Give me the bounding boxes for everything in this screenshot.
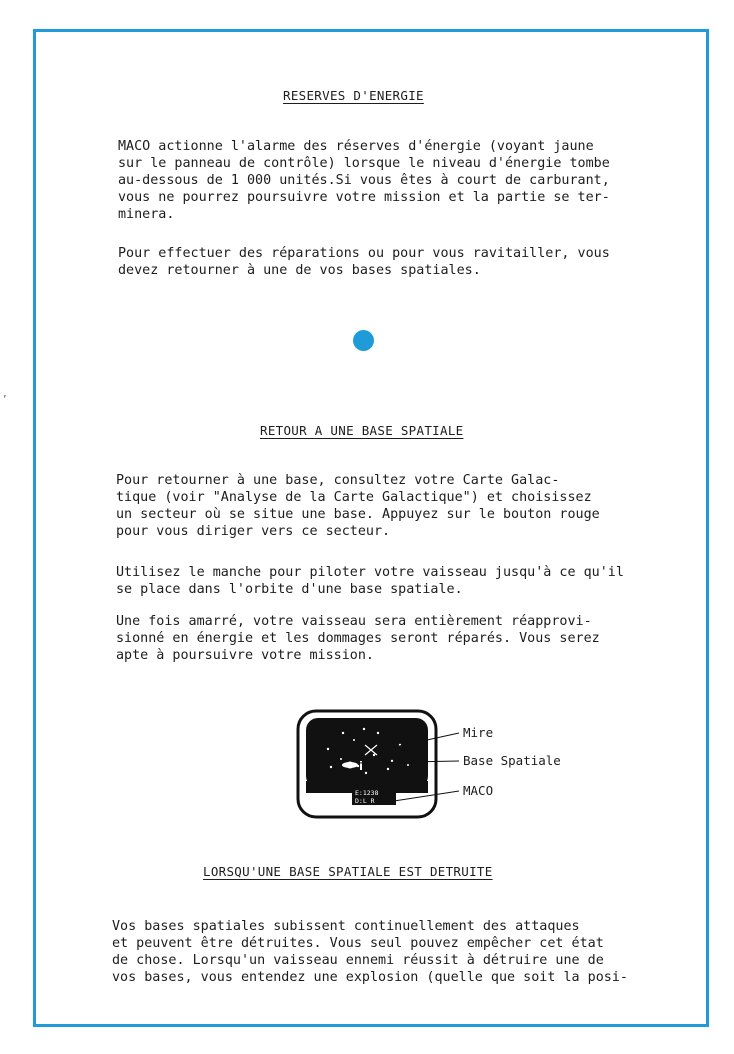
label-base-spatiale: Base Spatiale [463, 753, 561, 768]
section-title-base-destroyed: LORSQU'UNE BASE SPATIALE EST DETRUITE [203, 864, 493, 879]
status-readout: D:L R [355, 797, 375, 805]
return-instructions-paragraph: Pour retourner à une base, consultez votre Carte Galac- tique (voir "Analyse de la Carte Galactique") et choisissez un secteur où se situe une base. Appuyez sur le bouton rouge pour vous diriger vers ce secteur. [116, 473, 600, 539]
left-edge-mark: ’ [2, 395, 8, 405]
label-maco: MACO [463, 783, 494, 798]
base-destroyed-paragraph: Vos bases spatiales subissent continuellement des attaques et peuvent être détruites. Vous seul pouvez empêcher cet état de chose. Lorsqu'un vaisseau ennemi réussit à détruire une de vos bases, vous entendez une explosion (quelle que soit la posi- [112, 919, 628, 985]
joystick-paragraph: Utilisez le manche pour piloter votre vaisseau jusqu'à ce qu'il se place dans l'orbite d'une base spatiale. [116, 565, 624, 597]
section-title-return-to-base: RETOUR A UNE BASE SPATIALE [260, 423, 464, 438]
energy-readout: E:1238 [355, 789, 379, 797]
docking-paragraph: Une fois amarré, votre vaisseau sera entièrement réapprovi- sionné en énergie et les dommages seront réparés. Vous serez apte à poursuivre votre mission. [116, 614, 600, 663]
repair-refuel-paragraph: Pour effectuer des réparations ou pour vous ravitailler, vous devez retourner à une de vos bases spatiales. [118, 246, 610, 278]
section-title-energy-reserves: RESERVES D'ENERGIE [283, 88, 424, 103]
label-mire: Mire [463, 725, 494, 740]
energy-reserves-paragraph: MACO actionne l'alarme des réserves d'énergie (voyant jaune sur le panneau de contrôle) lorsque le niveau d'énergie tombe au-dessous de 1 000 unités.Si vous êtes à court de carburant, vous ne pourrez poursuivre votre mission et la partie se ter- minera. [118, 139, 610, 222]
